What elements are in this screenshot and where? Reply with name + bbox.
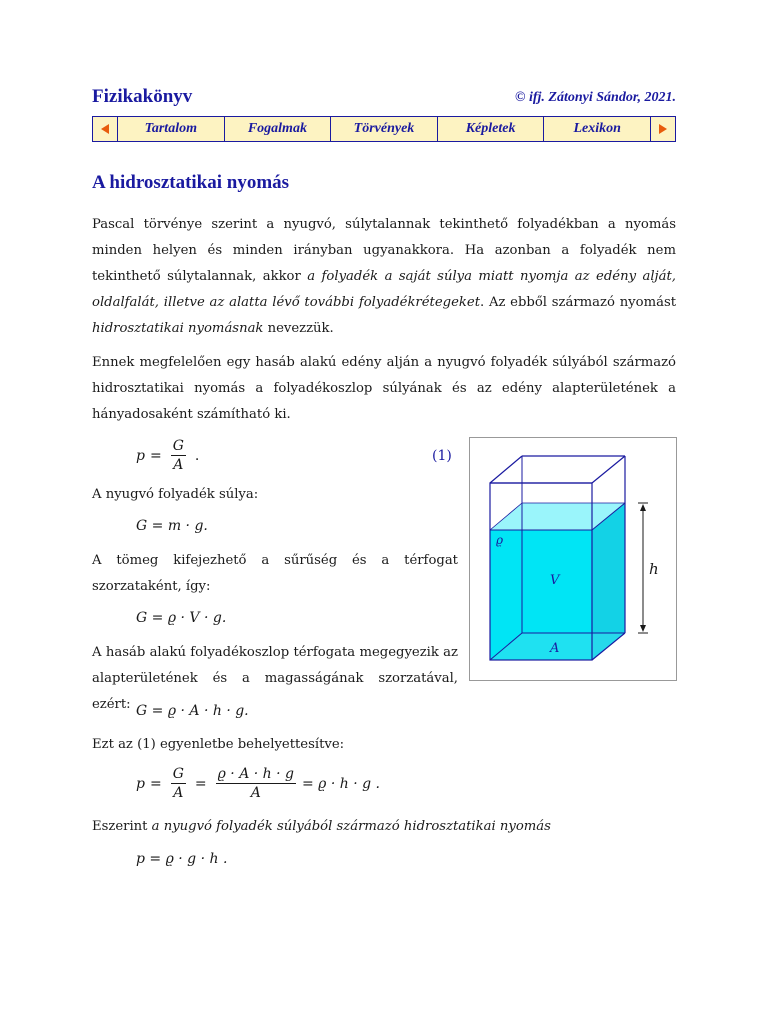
formula-period: . xyxy=(194,447,200,464)
prev-arrow-icon[interactable] xyxy=(93,117,117,141)
top-left-edge xyxy=(490,456,522,483)
explanation-paragraph: Ennek megfelelően egy hasáb alakú edény alján a nyugvó folyadék súlyából származó hidrosztatikai nyomás a folyadékoszlop súlyának és az edény alapterületének a hányadosaként számítható ki. xyxy=(92,355,676,422)
arrow-down-icon xyxy=(640,625,646,632)
arrow-up-icon xyxy=(640,504,646,511)
nav-link-lexikon[interactable]: Lexikon xyxy=(543,117,650,141)
formula-weight: G = m · g. xyxy=(136,518,208,534)
fraction-numerator: G xyxy=(172,766,184,782)
navigation-bar xyxy=(92,116,676,142)
formula-operator: = xyxy=(194,775,207,792)
volume-label: V xyxy=(550,573,560,588)
formula-symbol: p xyxy=(136,447,145,464)
page-header xyxy=(92,86,676,112)
formula-operator: = xyxy=(149,447,162,464)
prism-diagram xyxy=(470,438,676,680)
nav-link-fogalmak[interactable]: Fogalmak xyxy=(224,117,331,141)
formula-weight-density: G = ϱ · V · g. xyxy=(136,610,227,626)
fraction-numerator: G xyxy=(172,438,184,454)
top-right-edge xyxy=(592,456,625,483)
copyright-text: © ifj. Zátonyi Sándor, 2021. xyxy=(515,90,676,105)
text-run: . Az ebből származó nyomást xyxy=(480,295,677,310)
weight-paragraph: A nyugvó folyadék súlya: xyxy=(92,487,259,502)
fraction xyxy=(216,766,296,801)
nav-link-kepletek[interactable]: Képletek xyxy=(437,117,544,141)
formula-result: = ϱ · h · g . xyxy=(302,775,380,792)
density-label: ϱ xyxy=(496,533,504,547)
nav-link-torvenyek[interactable]: Törvények xyxy=(330,117,437,141)
formula-pressure-definition xyxy=(136,438,204,473)
equation-number: (1) xyxy=(432,448,452,464)
text-run: Pascal törvénye szerint a nyugvó, súlytalannak tekinthető folyadékban a nyomás minden helyen és minden irányban ugyanakkora. Ha azonban a folyadék nem tekinthető súlytalannak, akkor xyxy=(92,217,676,284)
substitution-paragraph: Ezt az (1) egyenletbe behelyettesítve: xyxy=(92,737,345,752)
fraction-denominator: A xyxy=(250,785,261,801)
section-title: A hidrosztatikai nyomás xyxy=(92,172,290,193)
next-arrow-icon[interactable] xyxy=(650,117,675,141)
book-title: Fizikakönyv xyxy=(92,86,193,107)
intro-paragraph xyxy=(92,212,676,342)
fraction-numerator: ϱ · A · h · g xyxy=(217,766,294,782)
formula-symbol: p xyxy=(136,775,145,792)
fraction xyxy=(171,438,186,473)
liquid-column-figure xyxy=(469,437,677,681)
fraction-denominator: A xyxy=(173,785,184,801)
area-label: A xyxy=(550,641,560,656)
formula-substitution xyxy=(136,766,380,801)
height-label: h xyxy=(649,560,659,578)
text-run: nevezzük. xyxy=(263,321,334,336)
conclusion-paragraph xyxy=(92,814,676,840)
volume-paragraph: A hasáb alakú folyadékoszlop térfogata megegyezik az alapterületének és a magasságának szorzatával, ezért: xyxy=(92,645,458,712)
formula-weight-area: G = ϱ · A · h · g. xyxy=(136,703,249,719)
fraction xyxy=(171,766,186,801)
term-hidrosztatikai-nyomas: hidrosztatikai nyomásnak xyxy=(92,321,264,336)
emphasis-text: a nyugvó folyadék súlyából származó hidrosztatikai nyomás xyxy=(151,819,551,834)
formula-hydrostatic-pressure: p = ϱ · g · h . xyxy=(136,851,228,867)
formula-operator: = xyxy=(149,775,162,792)
nav-link-tartalom[interactable]: Tartalom xyxy=(117,117,224,141)
text-run: Eszerint xyxy=(92,819,152,834)
fraction-denominator: A xyxy=(173,457,184,473)
mass-paragraph: A tömeg kifejezhető a sűrűség és a térfogat szorzataként, így: xyxy=(92,553,458,594)
emphasis-text: a folyadék a saját súlya miatt nyomja az edény alját, oldalfalát, illetve az alatta lévő további folyadékrétegeket xyxy=(92,269,677,310)
